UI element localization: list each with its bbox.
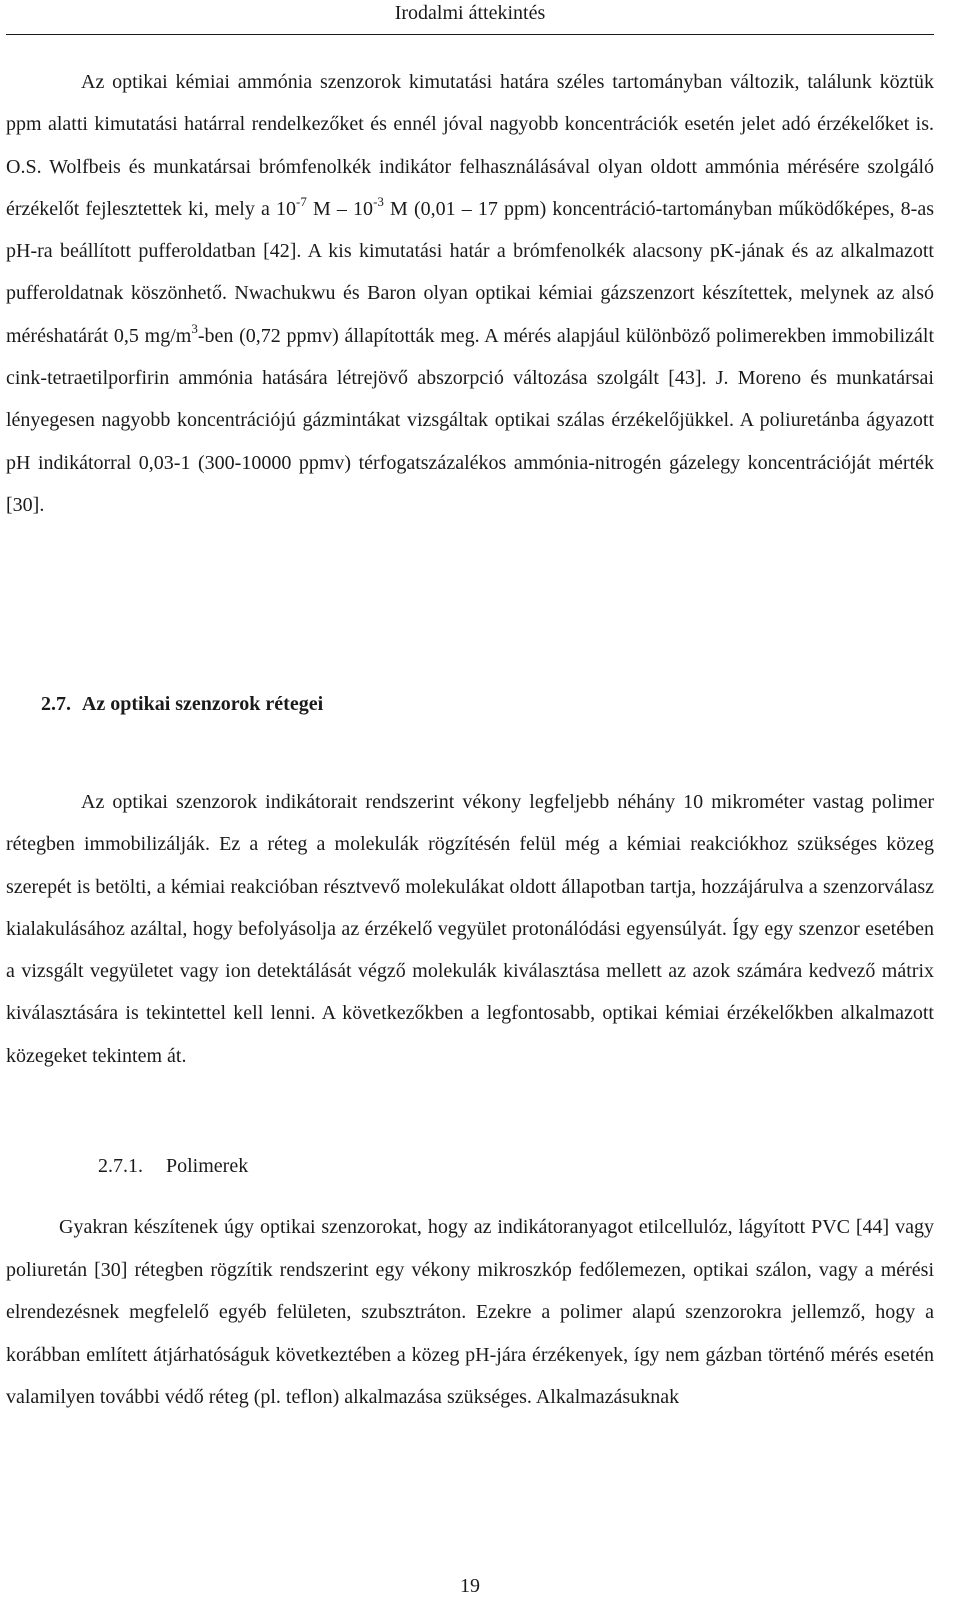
superscript-exponent-1: -7 [296, 194, 307, 210]
superscript-exponent-3: 3 [191, 321, 198, 337]
paragraph-1-text-b: M – 10 [306, 197, 374, 220]
superscript-exponent-2: -3 [373, 194, 384, 210]
subsection-heading [98, 1152, 248, 1180]
running-header [6, 0, 934, 35]
paragraph-1-text-c: M (0,01 – 17 ppm) koncentráció-tartományban működőképes, 8-as pH-ra beállított pufferoldatban [42]. A kis kimutatási határ a brómfenolkék alacsony pK-jának és az alkalmazott pufferoldatnak köszönhető. Nwachukwu és Baron olyan optikai kémiai gázszenzort készítettek, melynek az alsó méréshatárát 0,5 mg/m [6, 197, 934, 347]
body-paragraph-2: Az optikai szenzorok indikátorait rendszerint vékony legfeljebb néhány 10 mikrométer vastag polimer rétegben immobilizálják. Ez a réteg a molekulák rögzítésén felül még a kémiai reakciókhoz szükséges közeg szerepét is betölti, a kémiai reakcióban résztvevő molekulákat oldott állapotban tartja, hozzájárulva a szenzorválasz kialakulásához azáltal, hogy befolyásolja az érzékelő vegyület protonálódási egyensúlyát. Így egy szenzor esetében a vizsgált vegyületet vagy ion detektálását végző molekulák kiválasztása mellett az azok számára kedvező mátrix kiválasztására is tekintettel kell lenni. A következőkben a legfontosabb, optikai kémiai érzékelőkben alkalmazott közegeket tekintem át. [6, 791, 934, 1067]
page-number: 19 [460, 1575, 480, 1597]
subsection-title: Polimerek [166, 1155, 249, 1177]
section-title: Az optikai szenzorok rétegei [81, 693, 324, 715]
running-header-text: Irodalmi áttekintés [394, 2, 546, 24]
body-paragraph-3: Gyakran készítenek úgy optikai szenzorokat, hogy az indikátoranyagot etilcellulóz, lágyított PVC [44] vagy poliuretán [30] rétegben rögzítik rendszerint egy vékony mikroszkóp fedőlemezen, optikai szálon, vagy a mérési elrendezésnek megfelelő egyéb felületen, szubsztráton. Ezekre a polimer alapú szenzorokra jellemző, hogy a korábban említett átjárhatóságuk következtében a közeg pH-jára érzékenyek, így nem gázban történő mérés esetén valamilyen további védő réteg (pl. teflon) alkalmazása szükséges. Alkalmazásuknak [6, 1216, 934, 1409]
section-number: 2.7. [41, 693, 71, 715]
section-heading [41, 690, 323, 718]
body-paragraph-1 [6, 61, 934, 526]
subsection-number: 2.7.1. [98, 1155, 143, 1177]
paragraph-1-text-a: Az optikai kémiai ammónia szenzorok kimutatási határa széles tartományban változik, találunk köztük ppm alatti kimutatási határral rendelkezőket és ennél jóval nagyobb koncentrációk esetén jelet adó érzékelőket is. O.S. Wolfbeis és munkatársai brómfenolkék indikátor felhasználásával olyan oldott ammónia mérésére szolgáló érzékelőt fejlesztettek ki, mely a 10 [6, 71, 934, 220]
paragraph-1-text-d: -ben (0,72 ppmv) állapították meg. A mérés alapjául különböző polimerekben immobilizált cink-tetraetilporfirin ammónia hatására létrejövő abszorpció változása szolgált [43]. J. Moreno és munkatársai lényegesen nagyobb koncentrációjú gázmintákat vizsgáltak optikai szálas érzékelőjükkel. A poliuretánba ágyazott pH indikátorral 0,03-1 (300-10000 ppmv) térfogatszázalékos ammónia-nitrogén gázelegy koncentrációját mérték [30]. [6, 324, 934, 516]
